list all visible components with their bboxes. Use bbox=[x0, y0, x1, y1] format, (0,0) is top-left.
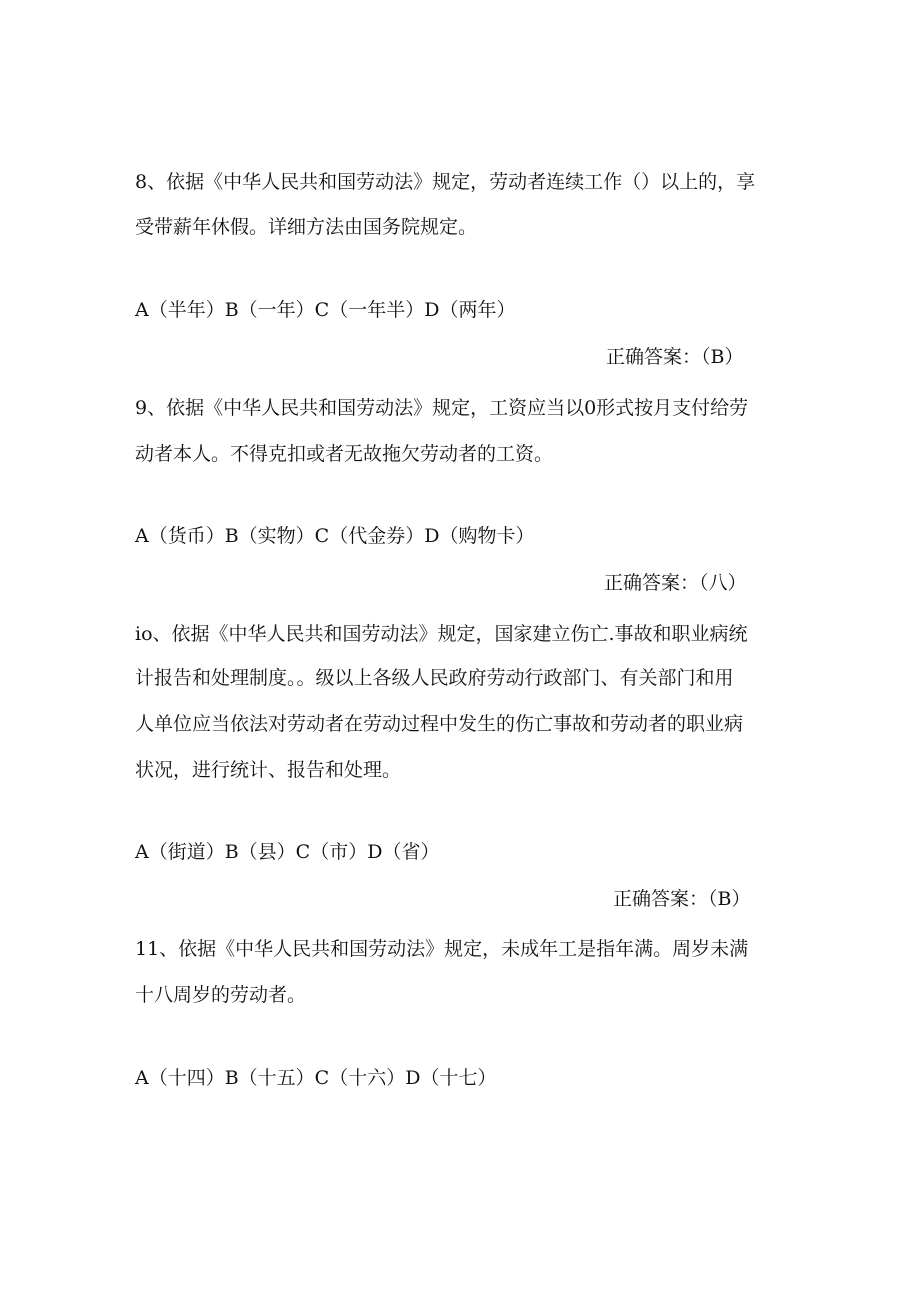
question-11-line-2: 十八周岁的劳动者。 bbox=[135, 984, 307, 1006]
question-10-line-2: 计报告和处理制度。。级以上各级人民政府劳动行政部门、有关部门和用 bbox=[135, 667, 734, 689]
question-8-answer: 正确答案：（B） bbox=[606, 346, 744, 368]
question-8-line-2: 受带薪年休假。详细方法由国务院规定。 bbox=[135, 216, 478, 238]
question-11-line-1: 11、依据《中华人民共和国劳动法》规定，未成年工是指年满。周岁未满 bbox=[135, 938, 749, 960]
question-8-line-1: 8、依据《中华人民共和国劳动法》规定，劳动者连续工作（）以上的，享 bbox=[135, 171, 756, 193]
question-10-line-3: 人单位应当依法对劳动者在劳动过程中发生的伤亡事故和劳动者的职业病 bbox=[135, 713, 744, 735]
question-9-line-2: 动者本人。不得克扣或者无故拖欠劳动者的工资。 bbox=[135, 443, 554, 465]
question-9-answer: 正确答案：（八） bbox=[604, 572, 747, 594]
question-11-options: A（十四）B（十五）C（十六）D（十七） bbox=[135, 1067, 497, 1089]
question-10-line-4: 状况，进行统计、报告和处理。 bbox=[135, 759, 402, 781]
question-8-options: A（半年）B（一年）C（一年半）D（两年） bbox=[135, 299, 516, 321]
question-10-options: A（街道）B（县）C（市）D（省） bbox=[135, 841, 440, 863]
question-9-line-1: 9、依据《中华人民共和国劳动法》规定，工资应当以0形式按月支付给劳 bbox=[135, 397, 749, 419]
question-9-options: A（货币）B（实物）C（代金券）D（购物卡） bbox=[135, 525, 535, 547]
question-10-answer: 正确答案：（B） bbox=[613, 888, 751, 910]
question-10-line-1: io、依据《中华人民共和国劳动法》规定，国家建立伤亡.事故和职业病统 bbox=[135, 623, 748, 645]
